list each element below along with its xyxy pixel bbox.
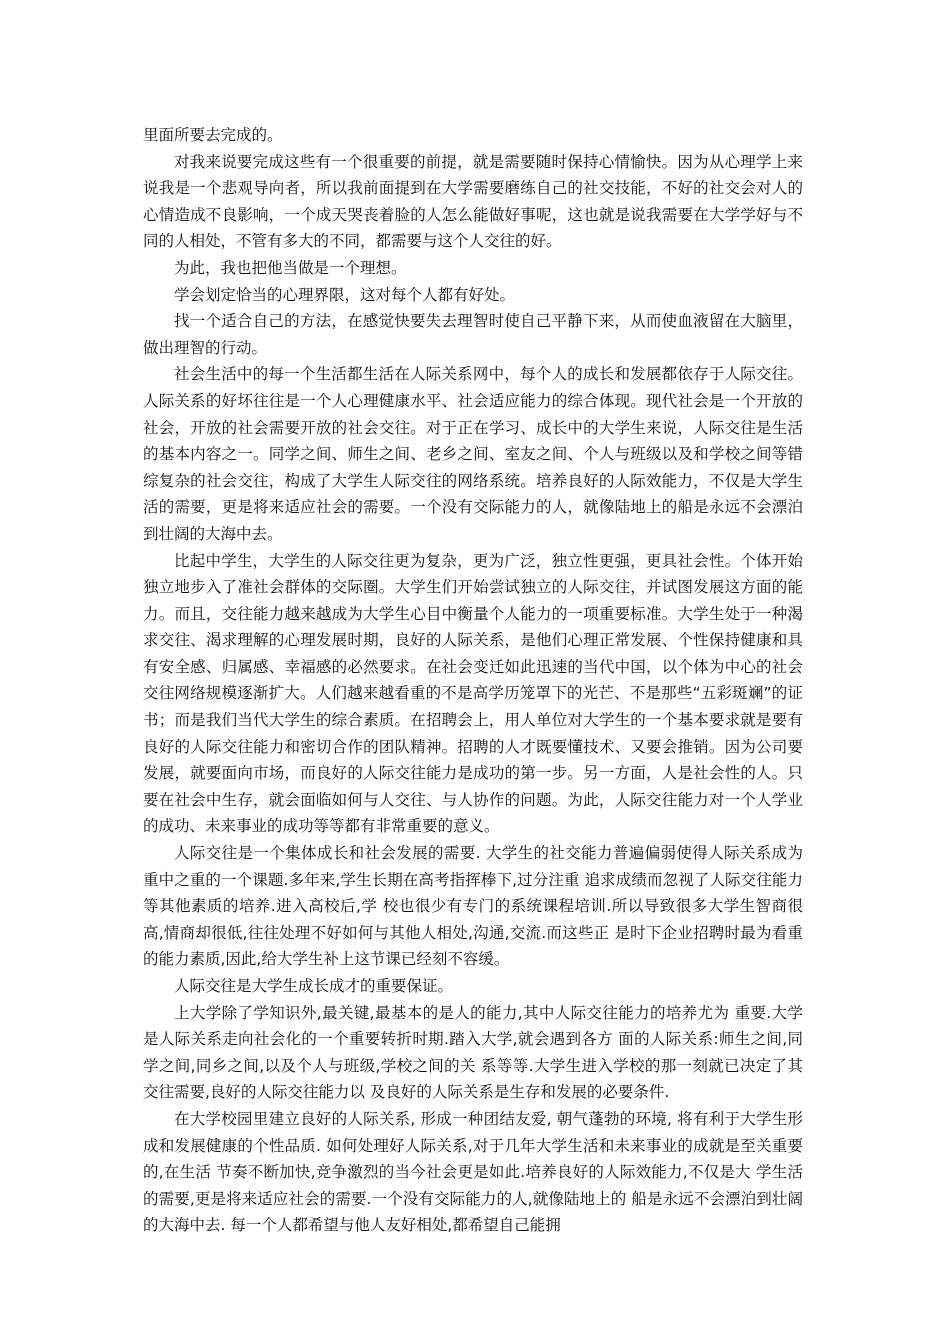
paragraph-7: 比起中学生，大学生的人际交往更为复杂，更为广泛，独立性更强，更具社会性。个体开始独立地步入了准社会群体的交际圈。大学生们开始尝试独立的人际交往，并试图发展这方面的能力。而且，交往能力越来越成为大学生心目中衡量个人能力的一项重要标准。大学生处于一种渴求交往、渴求理解的心理发展时期，良好的人际关系，是他们心理正常发展、个性保持健康和具有安全感、归属感、幸福感的必然要求。在社会变迁如此迅速的当代中国，以个体为中心的社会交往网络规模逐渐扩大。人们越来越看重的不是高学历笼罩下的光芒、不是那些“五彩斑斓”的证书；而是我们当代大学生的综合素质。在招聘会上，用人单位对大学生的一个基本要求就是要有良好的人际交往能力和密切合作的团队精神。招聘的人才既要懂技术、又要会推销。因为公司要发展，就要面向市场，而良好的人际交往能力是成功的第一步。另一方面，人是社会性的人。只要在社会中生存，就会面临如何与人交往、与人协作的问题。为此，人际交往能力对一个人学业的成功、未来事业的成功等等都有非常重要的意义。 — [143, 551, 803, 836]
document-body — [143, 122, 803, 1239]
paragraph-10: 上大学除了学知识外,最关键,最基本的是人的能力,其中人际交往能力的培养尤为 重要.大学是人际关系走向社会化的一个重要转折时期.踏入大学,就会遇到各方 面的人际关系:师生之间,同学之间,同乡之间,以及个人与班级,学校之间的关 系等等.大学生进入学校的那一刻就已决定了其交往需要,良好的人际交往能力以 及良好的人际关系是生存和发展的必要条件. — [143, 1003, 803, 1102]
paragraph-5: 找一个适合自己的方法，在感觉快要失去理智时使自己平静下来，从而使血液留在大脑里，做出理智的行动。 — [143, 312, 803, 357]
paragraph-2: 对我来说要完成这些有一个很重要的前提，就是需要随时保持心情愉快。因为从心理学上来说我是一个悲观导向者，所以我前面提到在大学需要磨练自己的社交技能，不好的社交会对人的心情造成不良影响，一个成天哭丧着脸的人怎么能做好事呢，这也就是说我需要在大学学好与不同的人相处，不管有多大的不同，都需要与这个人交往的好。 — [143, 152, 803, 251]
paragraph-11: 在大学校园里建立良好的人际关系, 形成一种团结友爱, 朝气蓬勃的环境, 将有利于大学生形成和发展健康的个性品质. 如何处理好人际关系,对于几年大学生活和未来事业的成就是至关重要的,在生活 节奏不断加快,竞争激烈的当今社会更是如此.培养良好的人际效能力,不仅是大 学生活的需要,更是将来适应社会的需要.一个没有交际能力的人,就像陆地上的 船是永远不会漂泊到壮阔的大海中去. 每一个人都希望与他人友好相处,都希望自己能拥 — [143, 1109, 803, 1235]
paragraph-4: 学会划定恰当的心理界限，这对每个人都有好处。 — [174, 285, 516, 304]
paragraph-8: 人际交往是一个集体成长和社会发展的需要. 大学生的社交能力普遍偏弱使得人际关系成为 重中之重的一个课题.多年来,学生长期在高考指挥棒下,过分注重 追求成绩而忽视了人际交往能力等其他素质的培养.进入高校后,学 校也很少有专门的系统课程培训.所以导致很多大学生智商很高,情商却很低,往往处理不好如何与其他人相处,沟通,交流.而这些正 是时下企业招聘时最为看重的能力素质,因此,给大学生补上这节课已经刻不容缓。 — [143, 844, 803, 969]
paragraph-3: 为此，我也把他当做是一个理想。 — [174, 258, 407, 277]
paragraph-6: 社会生活中的每一个生活都生活在人际关系网中，每个人的成长和发展都依存于人际交往。人际关系的好坏往往是一个人心理健康水平、社会适应能力的综合体现。现代社会是一个开放的社会，开放的社会需要开放的社会交往。对于正在学习、成长中的大学生来说，人际交往是生活的基本内容之一。同学之间、师生之间、老乡之间、室友之间、个人与班级以及和学校之间等错综复杂的社会交往，构成了大学生人际交往的网络系统。培养良好的人际效能力，不仅是大学生活的需要，更是将来适应社会的需要。一个没有交际能力的人，就像陆地上的船是永远不会漂泊到壮阔的大海中去。 — [143, 365, 803, 543]
paragraph-1: 里面所要去完成的。 — [143, 126, 283, 144]
paragraph-9: 人际交往是大学生成长成才的重要保证。 — [174, 977, 454, 995]
